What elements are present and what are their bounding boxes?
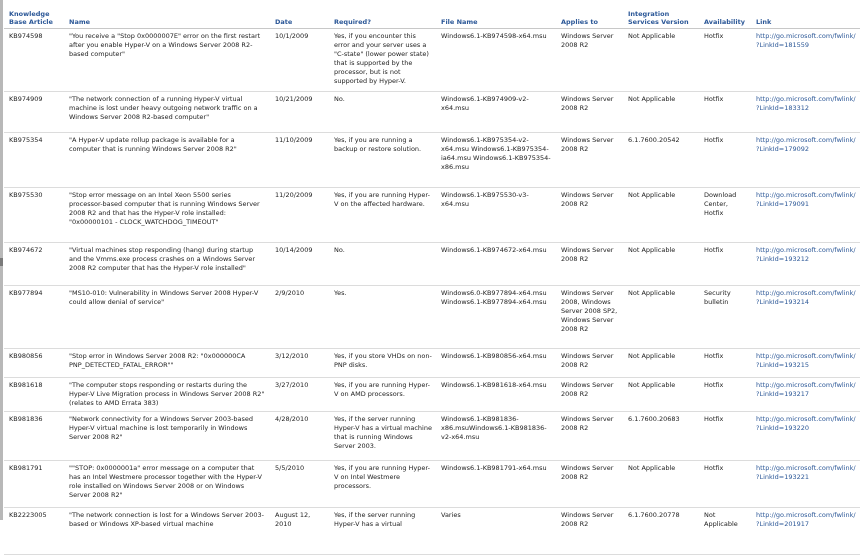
link-cell[interactable]: http://go.microsoft.com/fwlink/?LinkId=193221 [751, 460, 860, 507]
column-header-date: Date [270, 2, 329, 29]
applies-to-cell: Windows Server 2008 R2 [556, 378, 623, 412]
kb-cell: KB2223005 [4, 507, 64, 554]
availability-cell: Hotfix [699, 411, 751, 460]
kb-cell: KB981836 [4, 411, 64, 460]
file-name-cell: Windows6.1-KB974598-x64.msu [436, 29, 556, 92]
kb-cell: KB974672 [4, 243, 64, 286]
required-cell: Yes, if you store VHDs on non-PNP disks. [329, 349, 436, 378]
table-row [4, 460, 860, 507]
kb-cell: KB977894 [4, 286, 64, 349]
hotfix-table [4, 2, 860, 555]
kb-cell: KB975530 [4, 188, 64, 243]
required-cell: Yes, if you are running a backup or restore solution. [329, 133, 436, 188]
availability-cell: Hotfix [699, 92, 751, 133]
link-cell[interactable]: http://go.microsoft.com/fwlink/?LinkId=201917 [751, 507, 860, 554]
availability-cell: Not Applicable [699, 507, 751, 554]
required-cell: No. [329, 92, 436, 133]
required-cell: Yes, if the server running Hyper-V has a virtual [329, 507, 436, 554]
required-cell: Yes, if you encounter this error and your server uses a "C-state" (lower power state) that is supported by the processor, but is not supported by Hyper-V. [329, 29, 436, 92]
link-cell[interactable]: http://go.microsoft.com/fwlink/?LinkId=193212 [751, 243, 860, 286]
availability-cell: Hotfix [699, 349, 751, 378]
applies-to-cell: Windows Server 2008 R2 [556, 507, 623, 554]
kb-cell: KB974909 [4, 92, 64, 133]
applies-to-cell: Windows Server 2008 R2 [556, 349, 623, 378]
applies-to-cell: Windows Server 2008 R2 [556, 92, 623, 133]
table-row [4, 188, 860, 243]
link-cell[interactable]: http://go.microsoft.com/fwlink/?LinkId=183312 [751, 92, 860, 133]
applies-to-cell: Windows Server 2008 R2 [556, 133, 623, 188]
file-name-cell: Windows6.1-KB980856-x64.msu [436, 349, 556, 378]
table-row [4, 286, 860, 349]
column-header-kb: Knowledge Base Article [4, 2, 64, 29]
table-row [4, 378, 860, 412]
availability-cell: Hotfix [699, 460, 751, 507]
name-cell: "The computer stops responding or restarts during the Hyper-V Live Migration process in Windows Server 2008 R2" (relates to AMD Errata 383) [64, 378, 270, 412]
table-header-row [4, 2, 860, 29]
file-name-cell: Varies [436, 507, 556, 554]
name-cell: "MS10-010: Vulnerability in Windows Server 2008 Hyper-V could allow denial of service" [64, 286, 270, 349]
date-cell: 4/28/2010 [270, 411, 329, 460]
kb-cell: KB974598 [4, 29, 64, 92]
name-cell: "Virtual machines stop responding (hang) during startup and the Vmms.exe process crashes on a Windows Server 2008 R2 computer that has the Hyper-V role installed" [64, 243, 270, 286]
required-cell: Yes, if the server running Hyper-V has a virtual machine that is running Windows Server 2003. [329, 411, 436, 460]
link-cell[interactable]: http://go.microsoft.com/fwlink/?LinkId=193215 [751, 349, 860, 378]
date-cell: 3/12/2010 [270, 349, 329, 378]
file-name-cell: Windows6.1-KB981618-x64.msu [436, 378, 556, 412]
required-cell: Yes. [329, 286, 436, 349]
integration-version-cell: Not Applicable [623, 188, 699, 243]
date-cell: 11/10/2009 [270, 133, 329, 188]
file-name-cell: Windows6.1-KB975530-v3-x64.msu [436, 188, 556, 243]
integration-version-cell: Not Applicable [623, 286, 699, 349]
integration-version-cell: Not Applicable [623, 92, 699, 133]
integration-version-cell: Not Applicable [623, 29, 699, 92]
table-row [4, 133, 860, 188]
availability-cell: Hotfix [699, 243, 751, 286]
date-cell: 2/9/2010 [270, 286, 329, 349]
availability-cell: Security bulletin [699, 286, 751, 349]
link-cell[interactable]: http://go.microsoft.com/fwlink/?LinkId=179091 [751, 188, 860, 243]
file-name-cell: Windows6.1-KB981836-x86.msuWindows6.1-KB981836-v2-x64.msu [436, 411, 556, 460]
link-cell[interactable]: http://go.microsoft.com/fwlink/?LinkId=179092 [751, 133, 860, 188]
file-name-cell: Windows6.0-KB977894-x64.msu Windows6.1-KB977894-x64.msu [436, 286, 556, 349]
name-cell: "The network connection of a running Hyper-V virtual machine is lost under heavy outgoing network traffic on a Windows Server 2008 R2-based computer" [64, 92, 270, 133]
column-header-required: Required? [329, 2, 436, 29]
name-cell: "Network connectivity for a Windows Server 2003-based Hyper-V virtual machine is lost temporarily in Windows Server 2008 R2" [64, 411, 270, 460]
link-cell[interactable]: http://go.microsoft.com/fwlink/?LinkId=193220 [751, 411, 860, 460]
column-header-name: Name [64, 2, 270, 29]
left-edge-marker [0, 258, 3, 266]
integration-version-cell: 6.1.7600.20778 [623, 507, 699, 554]
kb-cell: KB981618 [4, 378, 64, 412]
integration-version-cell: Not Applicable [623, 243, 699, 286]
link-cell[interactable]: http://go.microsoft.com/fwlink/?LinkId=193217 [751, 378, 860, 412]
column-header-link: Link [751, 2, 860, 29]
name-cell: "Stop error in Windows Server 2008 R2: "0x000000CA PNP_DETECTED_FATAL_ERROR"" [64, 349, 270, 378]
date-cell: 10/14/2009 [270, 243, 329, 286]
date-cell: 10/1/2009 [270, 29, 329, 92]
availability-cell: Hotfix [699, 378, 751, 412]
date-cell: August 12, 2010 [270, 507, 329, 554]
applies-to-cell: Windows Server 2008 R2 [556, 188, 623, 243]
file-name-cell: Windows6.1-KB974909-v2-x64.msu [436, 92, 556, 133]
applies-to-cell: Windows Server 2008 R2 [556, 29, 623, 92]
name-cell: "You receive a "Stop 0x0000007E" error on the first restart after you enable Hyper-V on a Windows Server 2008 R2-based computer" [64, 29, 270, 92]
column-header-integration-services-version: Integration Services Version [623, 2, 699, 29]
integration-version-cell: 6.1.7600.20542 [623, 133, 699, 188]
file-name-cell: Windows6.1-KB981791-x64.msu [436, 460, 556, 507]
link-cell[interactable]: http://go.microsoft.com/fwlink/?LinkId=193214 [751, 286, 860, 349]
required-cell: No. [329, 243, 436, 286]
integration-version-cell: 6.1.7600.20683 [623, 411, 699, 460]
column-header-availability: Availability [699, 2, 751, 29]
applies-to-cell: Windows Server 2008 R2 [556, 243, 623, 286]
name-cell: "A Hyper-V update rollup package is available for a computer that is running Windows Server 2008 R2" [64, 133, 270, 188]
applies-to-cell: Windows Server 2008, Windows Server 2008 SP2, Windows Server 2008 R2 [556, 286, 623, 349]
table-row [4, 29, 860, 92]
required-cell: Yes, if you are running Hyper-V on the affected hardware. [329, 188, 436, 243]
kb-cell: KB981791 [4, 460, 64, 507]
availability-cell: Hotfix [699, 29, 751, 92]
name-cell: "The network connection is lost for a Windows Server 2003-based or Windows XP-based virtual machine [64, 507, 270, 554]
availability-cell: Hotfix [699, 133, 751, 188]
table-row [4, 507, 860, 554]
required-cell: Yes, if you are running Hyper-V on Intel Westmere processors. [329, 460, 436, 507]
name-cell: ""STOP: 0x0000001a" error message on a computer that has an Intel Westmere processor together with the Hyper-V role installed on Windows Server 2008 or on Windows Server 2008 R2" [64, 460, 270, 507]
file-name-cell: Windows6.1-KB975354-v2-x64.msu Windows6.1-KB975354-ia64.msu Windows6.1-KB975354-x86.msu [436, 133, 556, 188]
file-name-cell: Windows6.1-KB974672-x64.msu [436, 243, 556, 286]
date-cell: 3/27/2010 [270, 378, 329, 412]
integration-version-cell: Not Applicable [623, 349, 699, 378]
column-header-applies-to: Applies to [556, 2, 623, 29]
date-cell: 11/20/2009 [270, 188, 329, 243]
integration-version-cell: Not Applicable [623, 378, 699, 412]
table-row [4, 92, 860, 133]
link-cell[interactable]: http://go.microsoft.com/fwlink/?LinkId=181559 [751, 29, 860, 92]
integration-version-cell: Not Applicable [623, 460, 699, 507]
table-row [4, 411, 860, 460]
kb-cell: KB980856 [4, 349, 64, 378]
kb-cell: KB975354 [4, 133, 64, 188]
column-header-file-name: File Name [436, 2, 556, 29]
table-row [4, 349, 860, 378]
date-cell: 10/21/2009 [270, 92, 329, 133]
name-cell: "Stop error message on an Intel Xeon 5500 series processor-based computer that is running Windows Server 2008 R2 and that has the Hyper-V role installed: "0x00000101 - CLOCK_WATCHDOG_TIMEOUT" [64, 188, 270, 243]
availability-cell: Download Center, Hotfix [699, 188, 751, 243]
table-row [4, 243, 860, 286]
required-cell: Yes, if you are running Hyper-V on AMD processors. [329, 378, 436, 412]
applies-to-cell: Windows Server 2008 R2 [556, 411, 623, 460]
date-cell: 5/5/2010 [270, 460, 329, 507]
applies-to-cell: Windows Server 2008 R2 [556, 460, 623, 507]
